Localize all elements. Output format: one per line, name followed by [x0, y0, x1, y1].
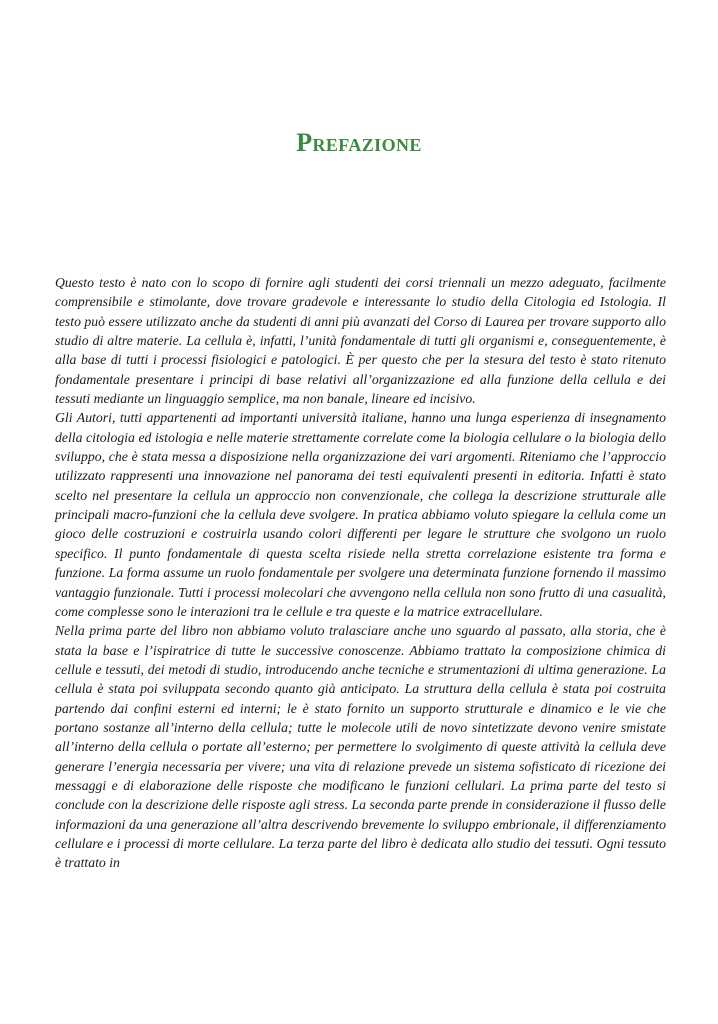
preface-body	[55, 273, 666, 873]
paragraph-authors: Gli Autori, tutti appartenenti ad importanti università italiane, hanno una lunga esperienza di insegnamento della citologia ed istologia e nelle materie strettamente correlate come la biologia cellulare o la biologia dello sviluppo, che è stata messa a disposizione nella organizzazione dei vari argomenti. Riteniamo che l’approccio utilizzato rappresenti una innovazione nel panorama dei testi equivalenti presenti in editoria. Infatti è stato scelto nel presentare la cellula un approccio non convenzionale, che collega la descrizione strutturale alle principali macro-funzioni che la cellula deve svolgere. In pratica abbiamo voluto spiegare la cellula come un gioco delle costruzioni e costruirla usando colori differenti per legare le strutture che svolgono un ruolo specifico. Il punto fondamentale di questa scelta risiede nella stretta correlazione esistente tra forma e funzione. La forma assume un ruolo fondamentale per svolgere una determinata funzione fornendo il massimo vantaggio funzionale. Tutti i processi molecolari che avvengono nella cellula non sono frutto di una casualità, come complesse sono le interazioni tra le cellule e tra queste e la matrice extracellulare.	[55, 410, 666, 619]
paragraph-intro: Questo testo è nato con lo scopo di fornire agli studenti dei corsi triennali un mezzo adeguato, facilmente comprensibile e stimolante, dove trovare gradevole e interessante lo studio della Citologia ed Istologia. Il testo può essere utilizzato anche da studenti di anni più avanzati del Corso di Laurea per trovare supporto allo studio di altre materie. La cellula è, infatti, l’unità fondamentale di tutti gli organismi e, conseguentemente, è alla base di tutti i processi fisiologici e patologici. È per questo che per la stesura del testo è stato ritenuto fondamentale presentare i principi di base relativi all’organizzazione ed alla funzione della cellula e dei tessuti mediante un linguaggio semplice, ma non banale, lineare ed incisivo.	[55, 275, 666, 407]
paragraph-structure: Nella prima parte del libro non abbiamo voluto tralasciare anche uno sguardo al passato, alla storia, che è stata la base e l’ispiratrice di tutte le successive conoscenze. Abbiamo trattato la composizione chimica di cellule e tessuti, dei metodi di studio, introducendo anche tecniche e strumentazioni di ultima generazione. La cellula è stata poi sviluppata secondo quanto già anticipato. La struttura della cellula è stata poi costruita partendo dai confini esterni ed interni; le è stato fornito un supporto strutturale e dinamico e le vie che portano sostanze all’interno della cellula; tutte le molecole utili de novo sintetizzate devono venire smistate all’interno della cellula o portate all’esterno; per permettere lo svolgimento di queste attività la cellula deve generare l’energia necessaria per vivere; una vita di relazione prevede un sistema sofisticato di ricezione dei messaggi e di elaborazione delle risposte che modificano le funzioni cellulari. La prima parte del testo si conclude con la descrizione delle risposte agli stress. La seconda parte prende in considerazione il flusso delle informazioni da una generazione all’altra descrivendo brevemente lo sviluppo embrionale, il differenziamento cellulare e i processi di morte cellulare. La terza parte del libro è dedicata allo studio dei tessuti. Ogni tessuto è trattato in	[55, 623, 666, 871]
page-title: Prefazione	[296, 128, 422, 158]
